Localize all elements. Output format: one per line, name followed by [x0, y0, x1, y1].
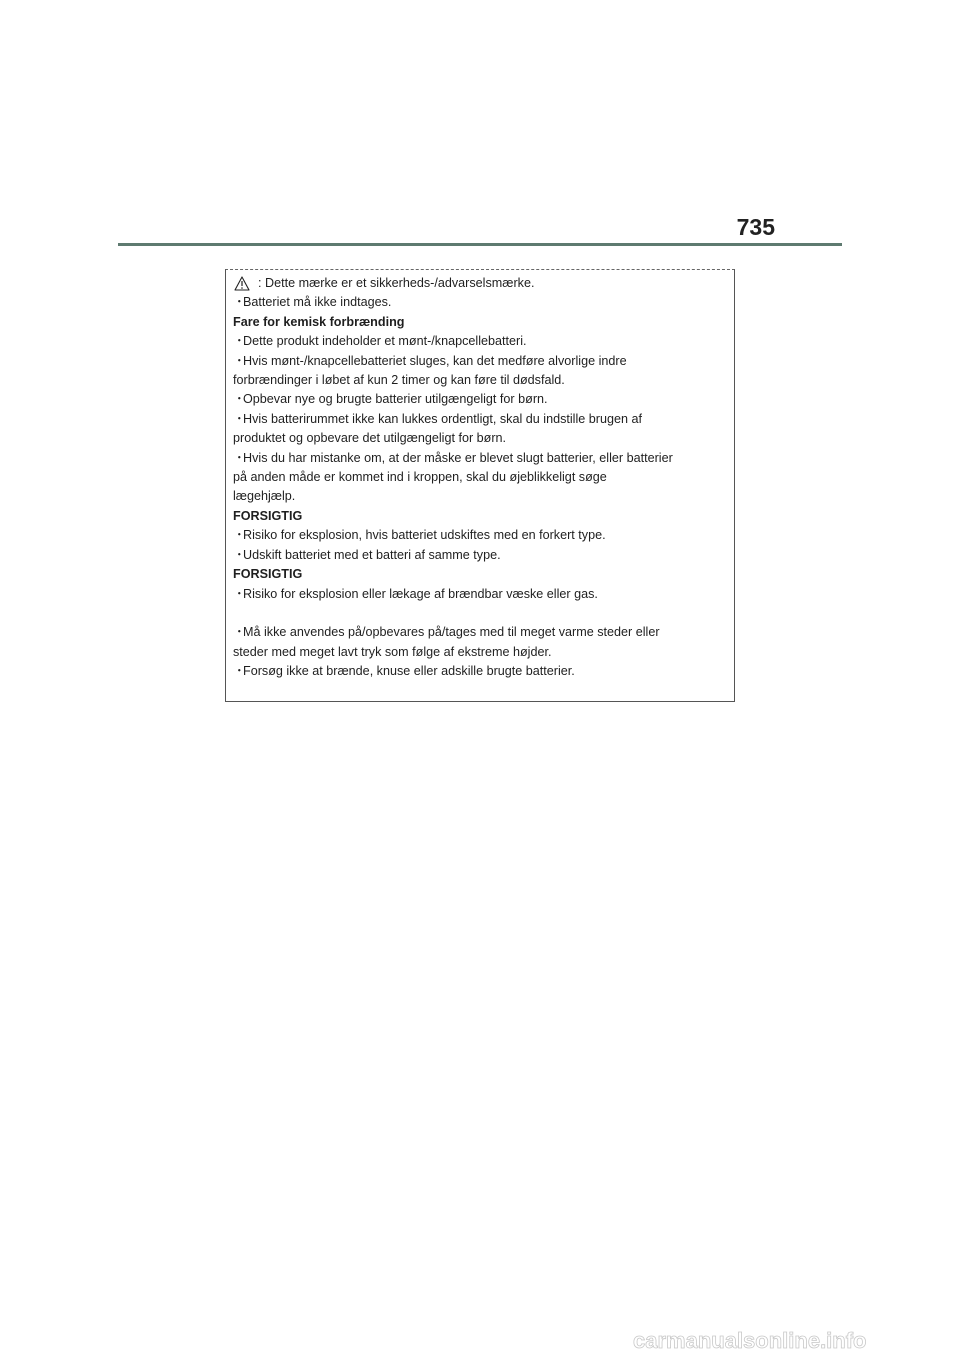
warning-symbol-line	[233, 274, 727, 293]
battery-warning-box	[225, 269, 735, 702]
list-item-continuation: steder med meget lavt tryk som følge af ekstreme højder.	[233, 644, 552, 659]
warning-symbol-label: : Dette mærke er et sikkerheds-/advarselsmærke.	[258, 276, 535, 290]
list-item-continuation: på anden måde er kommet ind i kroppen, skal du øjeblikkeligt søge	[233, 470, 607, 485]
section-heading-chemical-burn: Fare for kemisk forbrænding	[233, 314, 405, 329]
list-item-continuation: forbrændinger i løbet af kun 2 timer og kan føre til dødsfald.	[233, 373, 565, 388]
list-item: ・Hvis mønt-/knapcellebatteriet sluges, kan det medføre alvorlige indre	[233, 353, 627, 368]
list-item-continuation: produktet og opbevare det utilgængeligt for børn.	[233, 431, 507, 446]
warning-triangle-icon	[234, 276, 250, 291]
list-item: ・Må ikke anvendes på/opbevares på/tages med til meget varme steder eller	[233, 625, 660, 640]
list-item: ・Opbevar nye og brugte batterier utilgængeligt for børn.	[233, 392, 548, 407]
notice-content	[233, 274, 727, 682]
watermark-logo	[633, 1328, 953, 1354]
section-heading-caution-1: FORSIGTIG	[233, 508, 303, 523]
list-item: ・Risiko for eksplosion eller lækage af brændbar væske eller gas.	[233, 586, 598, 601]
spacer	[233, 604, 727, 623]
watermark-text: carmanualsonline.info	[633, 1328, 867, 1353]
section-heading-caution-2: FORSIGTIG	[233, 567, 303, 582]
list-item-continuation: lægehjælp.	[233, 489, 296, 504]
list-item: ・Hvis du har mistanke om, at der måske er blevet slugt batterier, eller batterier	[233, 450, 673, 465]
list-item: ・Forsøg ikke at brænde, knuse eller adskille brugte batterier.	[233, 664, 575, 679]
list-item: ・Risiko for eksplosion, hvis batteriet udskiftes med en forkert type.	[233, 528, 606, 543]
list-item: ・Hvis batterirummet ikke kan lukkes ordentligt, skal du indstille brugen af	[233, 411, 642, 426]
page-number: 735	[736, 214, 775, 240]
list-item: ・Udskift batteriet med et batteri af samme type.	[233, 547, 501, 562]
list-item: ・Dette produkt indeholder et mønt-/knapcellebatteri.	[233, 334, 527, 349]
list-item: ・Batteriet må ikke indtages.	[233, 295, 392, 310]
header-rule	[118, 243, 842, 246]
